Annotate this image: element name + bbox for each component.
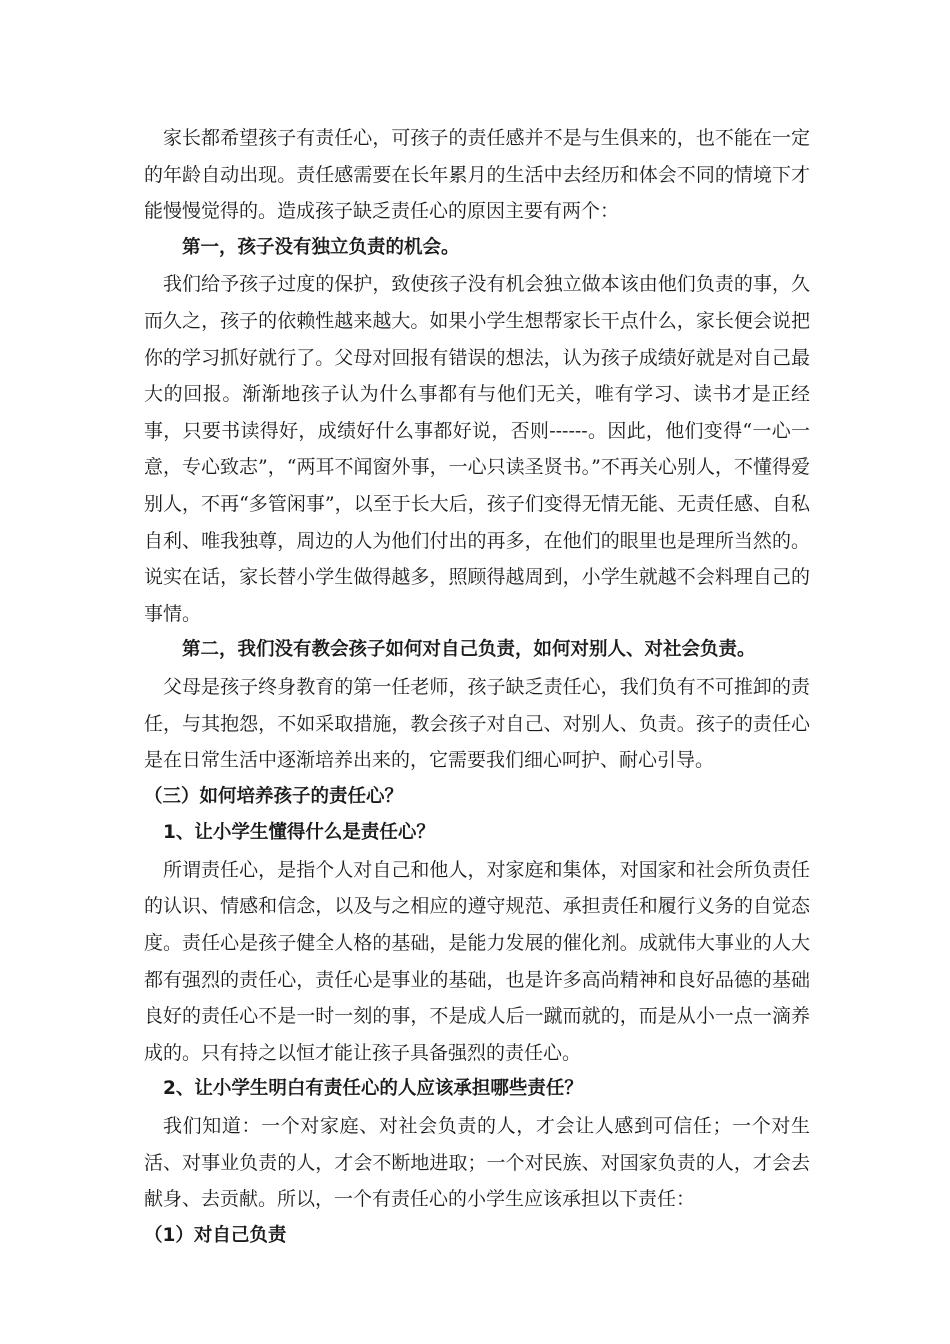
reason-one-heading: 第一，孩子没有独立负责的机会。: [182, 236, 460, 258]
point-two-heading: 2、让小学生明白有责任心的人应该承担哪些责任？: [163, 1078, 583, 1100]
reason-two-paragraph: 父母是孩子终身教育的第一任老师，孩子缺乏责任心，我们负有不可推卸的责任，与其抱怨，不如采取措施，教会孩子对自己、对别人、负责。孩子的责任心是在日常生活中逐渐培养出来的，它需要我们细心呵护、耐心引导。: [144, 675, 810, 772]
point-one-paragraph: 所谓责任心，是指个人对自己和他人，对家庭和集体，对国家和社会所负责任的认识、情感和信念，以及与之相应的遵守规范、承担责任和履行义务的自觉态度。责任心是孩子健全人格的基础，是能力发展的催化剂。成就伟大事业的人大都有强烈的责任心，责任心是事业的基础，也是许多高尚精神和良好品德的基础良好的责任心不是一时一刻的事，不是成人后一蹴而就的，而是从小一点一滴养成的。只有持之以恒才能让孩子具备强烈的责任心。: [144, 858, 810, 1064]
reason-two-heading: 第二，我们没有教会孩子如何对自己负责，如何对别人、对社会负责。: [182, 639, 756, 661]
point-one-heading: 1、让小学生懂得什么是责任心？: [163, 822, 435, 844]
section-three-heading: （三）如何培养孩子的责任心？: [144, 785, 404, 807]
point-two-paragraph: 我们知道：一个对家庭、对社会负责的人，才会让人感到可信任；一个对生活、对事业负责的人，才会不断地进取；一个对民族、对国家负责的人，才会去献身、去贡献。所以，一个有责任心的小学生应该承担以下责任：: [144, 1115, 810, 1211]
document-body: [144, 120, 810, 1254]
reason-one-paragraph: 我们给予孩子过度的保护，致使孩子没有机会独立做本该由他们负责的事，久而久之，孩子的依赖性越来越大。如果小学生想帮家长干点什么，家长便会说把你的学习抓好就行了。父母对回报有错误的想法，认为孩子成绩好就是对自己最大的回报。渐渐地孩子认为什么事都有与他们无关，唯有学习、读书才是正经事，只要书读得好，成绩好什么事都好说，否则------。因此，他们变得“一心一意，专心致志”，“两耳不闻窗外事，一心只读圣贤书。”不再关心别人，不懂得爱别人，不再“多管闲事”，以至于长大后，孩子们变得无情无能、无责任感、自私自利、唯我独尊，周边的人为他们付出的再多，在他们的眼里也是理所当然的。说实在话，家长替小学生做得越多，照顾得越周到，小学生就越不会料理自己的事情。: [144, 273, 810, 625]
subpoint-one-heading: （1）对自己负责: [144, 1224, 287, 1246]
intro-paragraph: 家长都希望孩子有责任心，可孩子的责任感并不是与生俱来的，也不能在一定的年龄自动出现。责任感需要在长年累月的生活中去经历和体会不同的情境下才能慢慢觉得的。造成孩子缺乏责任心的原因主要有两个：: [144, 127, 810, 223]
